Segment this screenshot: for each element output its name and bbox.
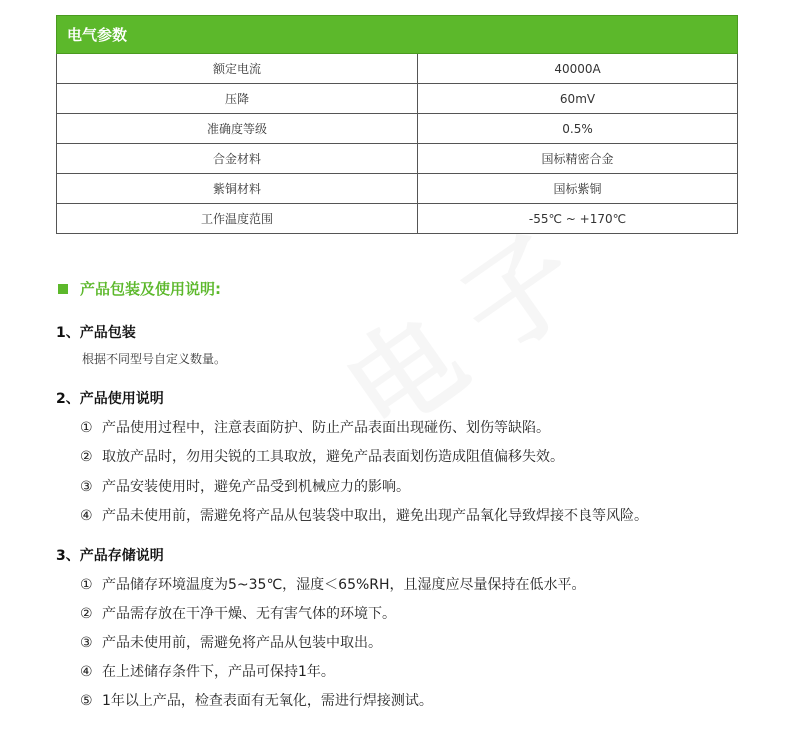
item-text: 产品未使用前，需避免将产品从包装袋中取出，避免出现产品氧化导致焊接不良等风险。 (102, 508, 648, 524)
spec-label: 紫铜材料 (57, 174, 418, 204)
spec-label: 合金材料 (57, 144, 418, 174)
spec-table-title: 电气参数 (57, 16, 738, 54)
item-number: ② (80, 449, 93, 465)
list-item (80, 574, 586, 594)
table-row (57, 54, 738, 84)
item-text: 1年以上产品，检查表面有无氧化，需进行焊接测试。 (102, 693, 433, 709)
spec-value: 60mV (418, 84, 738, 114)
storage-heading: 3、产品存储说明 (56, 548, 164, 564)
section-title-text: 产品包装及使用说明: (80, 280, 221, 298)
item-text: 在上述储存条件下，产品可保持1年。 (102, 664, 335, 680)
item-number: ③ (80, 635, 93, 651)
spec-value: 国标精密合金 (418, 144, 738, 174)
list-item (80, 446, 564, 466)
spec-value: -55℃ ~ +170℃ (418, 204, 738, 234)
spec-value: 国标紫铜 (418, 174, 738, 204)
spec-value: 0.5% (418, 114, 738, 144)
item-number: ② (80, 606, 93, 622)
spec-label: 工作温度范围 (57, 204, 418, 234)
list-item (80, 476, 410, 496)
item-number: ① (80, 420, 93, 436)
spec-label: 准确度等级 (57, 114, 418, 144)
list-item (80, 417, 550, 437)
spec-label: 额定电流 (57, 54, 418, 84)
item-text: 产品安装使用时，避免产品受到机械应力的影响。 (102, 479, 410, 495)
item-text: 产品未使用前，需避免将产品从包装中取出。 (102, 635, 382, 651)
table-row (57, 84, 738, 114)
item-text: 取放产品时，勿用尖锐的工具取放，避免产品表面划伤造成阻值偏移失效。 (102, 449, 564, 465)
table-row (57, 204, 738, 234)
list-item (80, 661, 335, 681)
item-number: ③ (80, 479, 93, 495)
item-text: 产品使用过程中，注意表面防护、防止产品表面出现碰伤、划伤等缺陷。 (102, 420, 550, 436)
list-item (80, 632, 382, 652)
item-number: ④ (80, 664, 93, 680)
list-item (80, 690, 433, 710)
list-item (80, 603, 396, 623)
spec-value: 40000A (418, 54, 738, 84)
item-text: 产品需存放在干净干燥、无有害气体的环境下。 (102, 606, 396, 622)
packaging-heading: 1、产品包装 (56, 325, 136, 341)
item-number: ④ (80, 508, 93, 524)
square-bullet-icon (58, 284, 68, 294)
item-number: ⑤ (80, 693, 93, 709)
packaging-note: 根据不同型号自定义数量。 (82, 352, 227, 366)
table-row (57, 114, 738, 144)
usage-heading: 2、产品使用说明 (56, 391, 164, 407)
spec-table (56, 15, 738, 234)
table-row (57, 144, 738, 174)
list-item (80, 505, 648, 525)
item-number: ① (80, 577, 93, 593)
spec-label: 压降 (57, 84, 418, 114)
section-title (58, 278, 221, 299)
item-text: 产品储存环境温度为5~35℃，湿度＜65%RH，且湿度应尽量保持在低水平。 (102, 577, 586, 593)
table-row (57, 174, 738, 204)
